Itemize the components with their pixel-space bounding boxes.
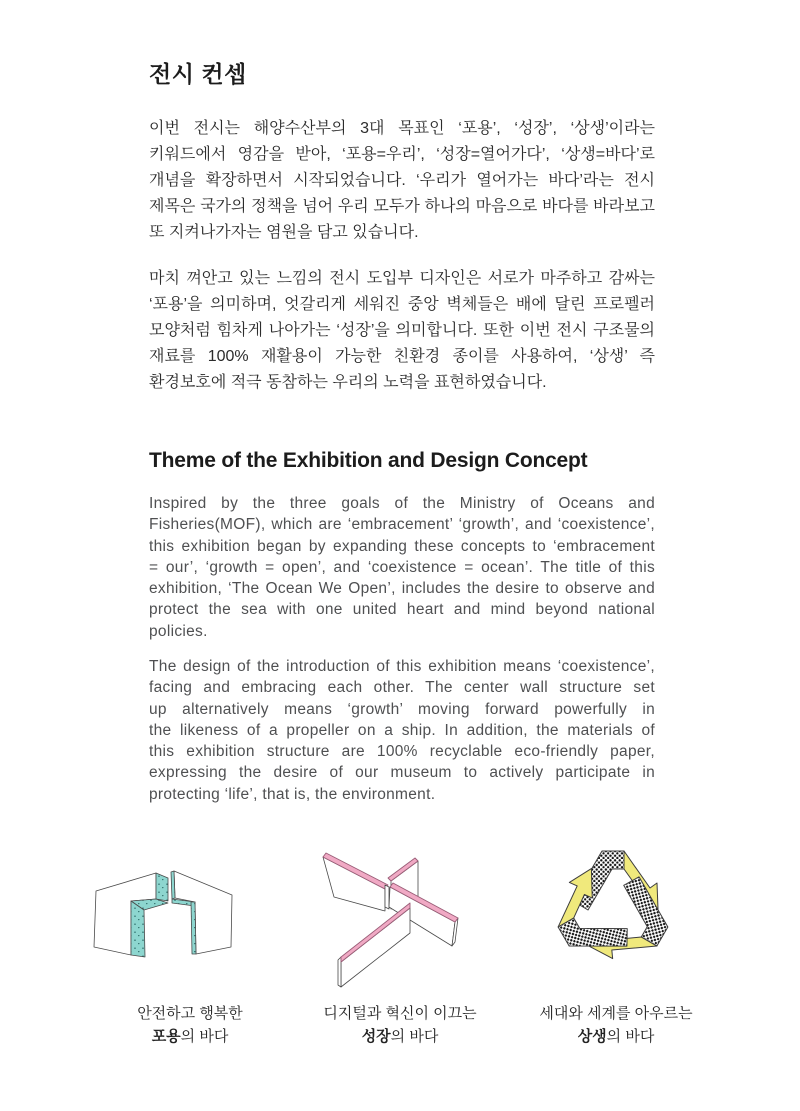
recycling-icon (508, 836, 718, 981)
korean-paragraph-2: 마치 껴안고 있는 느낌의 전시 도입부 디자인은 서로가 마주하고 감싸는 ‘포용’을 의미하며, 엇갈리게 세워진 중앙 벽체들은 배에 달린 프로펠러 모양처럼 힘차게 나아가는 ‘성장’을 의미합니다. 또한 이번 전시 구조물의 재료를 100% 재활용이 가능한 친환경 종이를 사용하여, ‘상생’ 즉 환경보호에 적극 동참하는 우리의 노력을 표현하였습니다. (149, 270, 655, 391)
right-wall-side-edge (191, 902, 196, 954)
center-post (385, 885, 389, 909)
left-wall-side-edge (131, 901, 145, 957)
embracing-walls-icon (85, 858, 240, 963)
caption-line: 안전하고 행복한 (137, 1005, 243, 1022)
english-paragraph-2: The design of the introduction of this exhibition means ‘coexistence’, facing and embracing each other. The center wall structure set up alternatively means ‘growth’ moving forward powerfully in the likeness of a propeller on a ship. In addition, the materials of this exhibition structure are 100% recyclable eco-friendly paper, expressing the desire of our museum to actively participate in protecting ‘life’, that is, the environment. (149, 658, 655, 803)
caption-line (80, 1025, 300, 1048)
caption-suffix: 의 바다 (390, 1028, 439, 1045)
caption-suffix: 의 바다 (606, 1028, 655, 1045)
propeller-walls-icon (300, 845, 465, 990)
caption-line: 세대와 세계를 아우르는 (539, 1005, 693, 1022)
korean-paragraph-1: 이번 전시는 해양수산부의 3대 목표인 ‘포용’, ‘성장’, ‘상생’이라는 키워드에서 영감을 받아, ‘포용=우리’, ‘성장=열어가다’, ‘상생=바다’로 개념을 확장하면서 시작되었습니다. ‘우리가 열어가는 바다’라는 전시 제목은 국가의 정책을 넘어 우리 모두가 하나의 마음으로 바다를 바라보고 또 지켜나가자는 염원을 담고 있습니다. (149, 120, 655, 241)
concept-keyword: 상생 (577, 1028, 607, 1045)
south-wall-face (341, 908, 410, 987)
caption-line: 디지털과 혁신이 이끄는 (323, 1005, 477, 1022)
left-wall-face (94, 873, 156, 955)
caption-line (506, 1025, 726, 1048)
left-wall-top-edge (156, 873, 168, 901)
concept-caption-coexistence (506, 1002, 726, 1048)
english-section-title: Theme of the Exhibition and Design Concept (149, 449, 588, 472)
concept-keyword: 성장 (361, 1028, 391, 1045)
concept-keyword: 포용 (151, 1028, 181, 1045)
caption-suffix: 의 바다 (180, 1028, 229, 1045)
korean-section-title: 전시 컨셉 (149, 61, 247, 87)
south-wall-cap (338, 957, 341, 987)
right-wall-face (174, 871, 232, 954)
concept-caption-embrace (80, 1002, 300, 1048)
right-wall-top-edge (171, 871, 175, 899)
concept-caption-growth (290, 1002, 510, 1048)
english-paragraph-1: Inspired by the three goals of the Ministry of Oceans and Fisheries(MOF), which are ‘embracement’ ‘growth’, and ‘coexistence’, this exhibition began by expanding these concepts to ‘embracement = our’, ‘growth = open’, and ‘coexistence = ocean’. The title of this exhibition, ‘The Ocean We Open’, includes the desire to observe and protect the sea with one united heart and mind beyond national policies. (149, 495, 655, 640)
caption-line (290, 1025, 510, 1048)
